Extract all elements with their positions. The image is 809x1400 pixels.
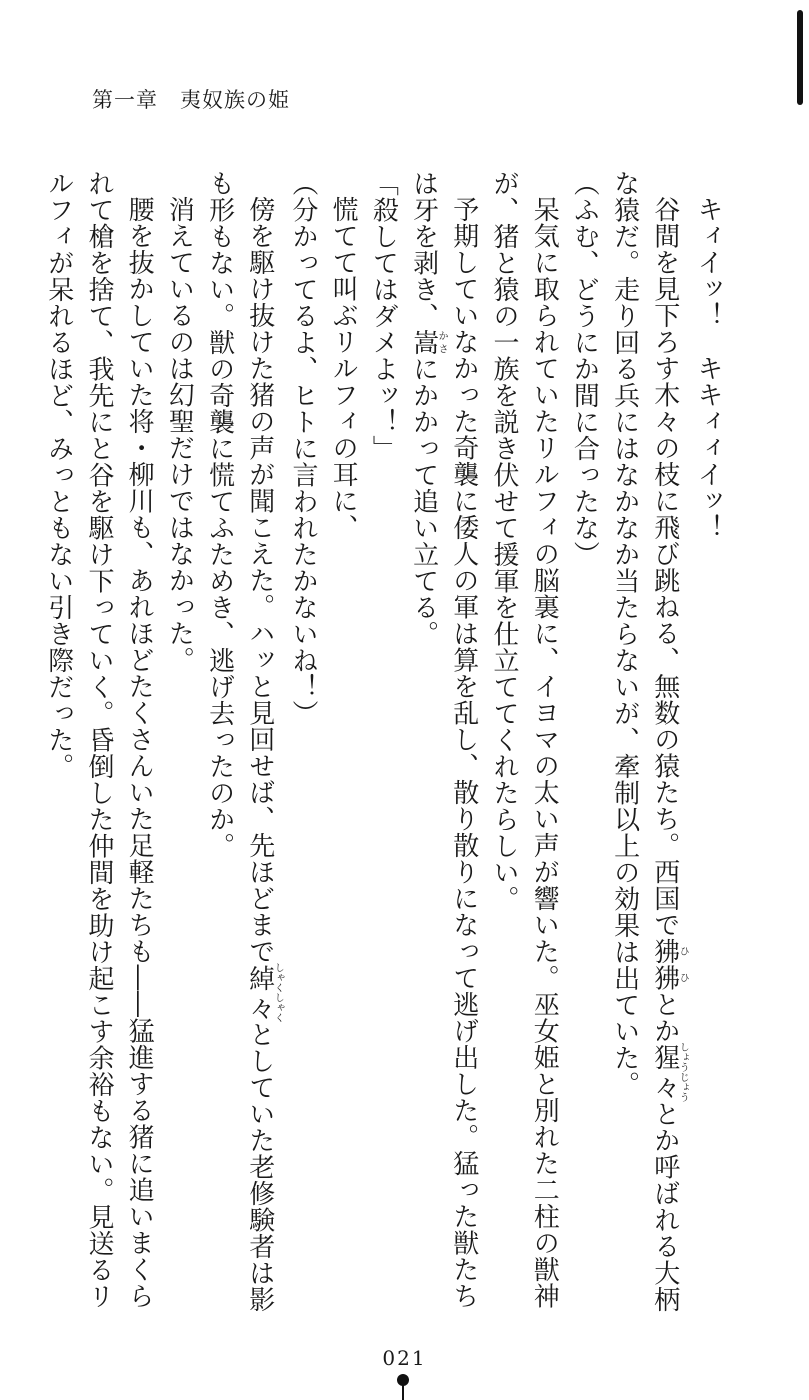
body-text (43, 170, 728, 1320)
running-header: 第一章 夷奴族の姫 (92, 88, 290, 112)
top-right-bleed-mark (797, 10, 803, 105)
paragraph: 「殺してはダメよッ！」 (368, 170, 399, 462)
paragraph: 谷間を見下ろす木々の枝に飛び跳ねる、無数の猿たち。西国で狒狒ひひとか猩々しょうじょうとか呼ばれる大柄な猿だ。走り回る兵にはなかなか当たらないが、牽制以上の効果は出ていた。 (609, 170, 689, 1313)
ruby-annotation: 狒狒ひひ (649, 938, 689, 991)
paragraph: 腰を抜かしていた将・柳川も、あれほどたくさんいた足軽たちも――猛進する猪に追いまくられて槍を捨て、我先にと谷を駆け下っていく。昏倒した仲間を助け起こす余裕もない。見送るリルフィが呆れるほど、みっともない引き際だった。 (43, 170, 155, 1310)
paragraph: 慌てて叫ぶリルフィの耳に、 (328, 196, 359, 541)
paragraph: 傍を駆け抜けた猪の声が聞こえた。ハッと見回せば、先ほどまで綽々しゃくしゃくとしていた老修験者は影も形もない。獣の奇襲に慌てふためき、逃げ去ったのか。 (204, 170, 284, 1313)
paragraph: キィイッ！ キキィィイッ！ (693, 196, 723, 541)
ruby-annotation: 嵩かさ (408, 329, 448, 356)
paragraph: 予期していなかった奇襲に倭人の軍は算を乱し、散り散りになって逃げ出した。猛った獣たちは牙を剥き、嵩かさにかかって追い立てる。 (408, 170, 479, 1309)
paragraph: 消えているのは幻聖だけではなかった。 (164, 196, 195, 673)
paragraph: （分かってるよ、ヒトに言われたかないね！） (287, 170, 318, 727)
page-number: 021 (382, 1346, 427, 1370)
thumb-index-line (402, 1384, 404, 1400)
paragraph: 呆気に取られていたリルフィの脳裏に、イヨマの太い声が響いた。巫女姫と別れた二柱の獣神が、猪と猿の一族を説き伏せて援軍を仕立ててくれたらしい。 (488, 170, 560, 1309)
ruby-annotation: 猩々しょうじょう (649, 1042, 689, 1103)
ruby-annotation: 綽々しゃくしゃく (244, 962, 284, 1023)
paragraph: （ふむ、どうにか間に合ったな） (569, 170, 600, 568)
